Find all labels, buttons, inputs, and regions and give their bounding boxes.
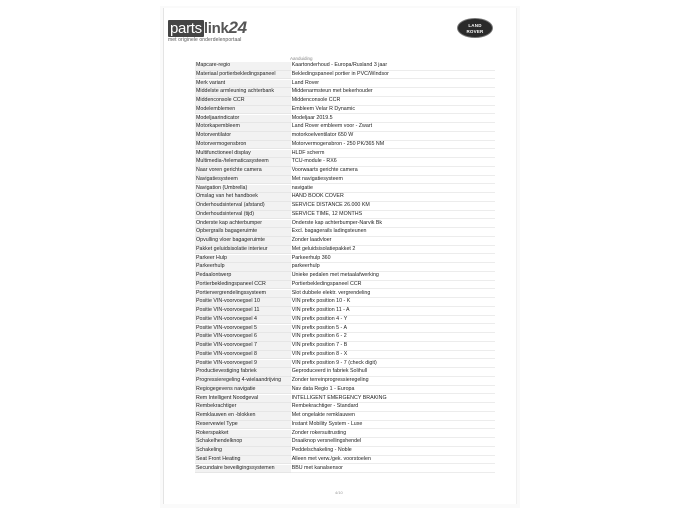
partslink24-logo [168,20,278,48]
row-value: BBU met kanalsensor [291,465,495,473]
table-row [195,281,495,290]
table-row [195,211,495,220]
row-value: Met navigatiesysteem [291,176,495,184]
row-value: Embleem Velar R Dynamic [291,106,495,114]
table-row [195,403,495,412]
row-label: Navigation (Umbrella) [195,185,291,193]
row-label: Positie VIN-voorvoegsel 10 [195,298,291,306]
row-value: Kaartonderhoud - Europa/Rusland 3 jaar [291,62,495,70]
row-label: Middelste armleuning achterbank [195,88,291,96]
row-label: Navigatiesysteem [195,176,291,184]
table-row [195,290,495,299]
row-value: VIN prefix position 6 - 2 [291,333,495,341]
logo-word-link: link [203,20,229,37]
row-value: VIN prefix position 4 - Y [291,316,495,324]
row-label: Opvulling vloer bagageruimte [195,237,291,245]
row-value: VIN prefix position 5 - A [291,325,495,333]
badge-line-2: ROVER [466,29,484,34]
row-value: VIN prefix position 10 - K [291,298,495,306]
row-label: Remklauwen en -blokken [195,412,291,420]
row-label: Modeljaarindicator [195,115,291,123]
row-label: Merk variant [195,80,291,88]
table-row [195,185,495,194]
row-value: VIN prefix position 7 - B [291,342,495,350]
row-label: Positie VIN-voorvoegsel 8 [195,351,291,359]
row-label: Rembekrachtiger [195,403,291,411]
row-value: TCU-module - RX6 [291,158,495,166]
row-value: HAND BOOK COVER [291,193,495,201]
row-label: Motorkapembleem [195,123,291,131]
row-value: Modeljaar 2019.5 [291,115,495,123]
table-row [195,342,495,351]
row-value: Nav data Regio 1 - Europa [291,386,495,394]
table-row [195,71,495,80]
table-row [195,193,495,202]
row-value: Rembekrachtiger - Standard [291,403,495,411]
row-label: Materiaal portierbekledingspaneel [195,71,291,79]
row-value: Motorvermogensbron - 250 PK/365 NM [291,141,495,149]
table-row [195,316,495,325]
row-value: Portierbekledingspaneel CCR [291,281,495,289]
row-label: Positie VIN-voorvoegsel 5 [195,325,291,333]
row-label: Progressieregeling 4-wielaandrijving [195,377,291,385]
table-row [195,220,495,229]
row-value: Geproduceerd in fabriek Solihull [291,368,495,376]
table-row [195,80,495,89]
table-row [195,438,495,447]
row-label: Onderste kap achterbumper [195,220,291,228]
table-row [195,150,495,159]
row-label: Reservewiel Type [195,421,291,429]
table-row [195,272,495,281]
land-rover-badge-icon [457,18,493,38]
table-row [195,263,495,272]
row-label: Rokerspakket [195,430,291,438]
row-label: Onderhoudsinterval (afstand) [195,202,291,210]
column-header: Aanduiding [290,56,313,61]
row-label: Portierbekledingspaneel CCR [195,281,291,289]
row-value: Alleen met verw./gek. voorstoelen [291,456,495,464]
table-row [195,106,495,115]
table-row [195,465,495,474]
row-label: Seat Front Heating [195,456,291,464]
row-label: Schakelhendelknop [195,438,291,446]
row-value: Instant Mobility System - Luxe [291,421,495,429]
table-row [195,141,495,150]
row-label: Schakeling [195,447,291,455]
row-label: Portiervergrendelingssysteem [195,290,291,298]
table-row [195,97,495,106]
row-label: Rem Intelligent Noodgeval [195,395,291,403]
table-row [195,255,495,264]
table-row [195,351,495,360]
row-value: Middenconsole CCR [291,97,495,105]
row-label: Motorventilator [195,132,291,140]
table-row [195,132,495,141]
row-value: Bekledingspaneel portier in PVC/Windsor [291,71,495,79]
row-label: Pedaalontwerp [195,272,291,280]
row-value: VIN prefix position 9 - 7 (check digit) [291,360,495,368]
table-row [195,298,495,307]
row-label: Modelemblemen [195,106,291,114]
row-value: Parkeerhulp 360 [291,255,495,263]
table-row [195,386,495,395]
row-value: Zonder rokersuitrusting [291,430,495,438]
row-label: Positie VIN-voorvoegsel 11 [195,307,291,315]
row-value: VIN prefix position 11 - A [291,307,495,315]
row-label: Parkeer Hulp [195,255,291,263]
row-value: Peddelschakeling - Noble [291,447,495,455]
row-label: Parkeerhulp [195,263,291,271]
row-value: Land Rover [291,80,495,88]
row-value: Slot dubbele elektr. vergrendeling [291,290,495,298]
table-row [195,395,495,404]
table-row [195,237,495,246]
table-row [195,307,495,316]
logo-word-24: 24 [228,18,247,37]
row-label: Multifunctioneel display [195,150,291,158]
row-value: Onderste kap achterbumper-Narvik Bk [291,220,495,228]
row-label: Positie VIN-voorvoegsel 4 [195,316,291,324]
page-number: 4/10 [335,490,343,495]
row-label: Onderhoudsinterval (tijd) [195,211,291,219]
row-value: Voorwaarts gerichte camera [291,167,495,175]
table-row [195,167,495,176]
row-value: Met ongelakte remklauwen [291,412,495,420]
row-value: Met geluidsisolatiepakket 2 [291,246,495,254]
row-value: Middenarmsteun met bekerhouder [291,88,495,96]
table-row [195,202,495,211]
row-value: SERVICE TIME, 12 MONTHS [291,211,495,219]
row-label: Opbergrails bagageruimte [195,228,291,236]
row-label: Multimedia-/telematicasysteem [195,158,291,166]
table-row [195,377,495,386]
row-value: motorkoelventilator 650 W [291,132,495,140]
row-label: Pakket geluidsisolatie interieur [195,246,291,254]
row-value: Excl. bagagerails ladingsteunen [291,228,495,236]
table-row [195,176,495,185]
table-row [195,115,495,124]
table-row [195,333,495,342]
row-value: Zonder terreinprogressieregeling [291,377,495,385]
row-value: Zonder laadvloer [291,237,495,245]
logo-wordmark [168,20,247,36]
table-row [195,456,495,465]
row-value: Land Rover embleem voor - Zwart [291,123,495,131]
table-row [195,421,495,430]
row-label: Positie VIN-voorvoegsel 6 [195,333,291,341]
table-row [195,447,495,456]
row-label: Mapcare-regio [195,62,291,70]
table-row [195,158,495,167]
table-row [195,360,495,369]
row-label: Positie VIN-voorvoegsel 7 [195,342,291,350]
spec-table [195,62,495,473]
table-row [195,325,495,334]
row-value: parkeerhulp [291,263,495,271]
row-value: HLDF scherm [291,150,495,158]
row-value: navigatie [291,185,495,193]
row-label: Motorvermogensbron [195,141,291,149]
row-value: VIN prefix position 8 - X [291,351,495,359]
table-row [195,123,495,132]
row-value: Draaiknop versnellingshendel [291,438,495,446]
row-label: Positie VIN-voorvoegsel 9 [195,360,291,368]
row-value: Unieke pedalen met metaalafwerking [291,272,495,280]
row-value: SERVICE DISTANCE 26.000 KM [291,202,495,210]
row-value: INTELLIGENT EMERGENCY BRAKING [291,395,495,403]
row-label: Regiogegevens navigatie [195,386,291,394]
table-row [195,412,495,421]
row-label: Secundaire beveiligingssystemen [195,465,291,473]
logo-word-parts: parts [170,20,202,37]
row-label: Omslag van het handboek [195,193,291,201]
badge-line-1: LAND [468,23,482,28]
table-row [195,62,495,71]
row-label: Naar voren gerichte camera [195,167,291,175]
logo-subtitle: met originele onderdelenportaal [168,37,242,43]
row-label: Middenconsole CCR [195,97,291,105]
table-row [195,368,495,377]
table-row [195,228,495,237]
table-row [195,430,495,439]
table-row [195,88,495,97]
row-label: Productievestiging fabriek [195,368,291,376]
table-row [195,246,495,255]
